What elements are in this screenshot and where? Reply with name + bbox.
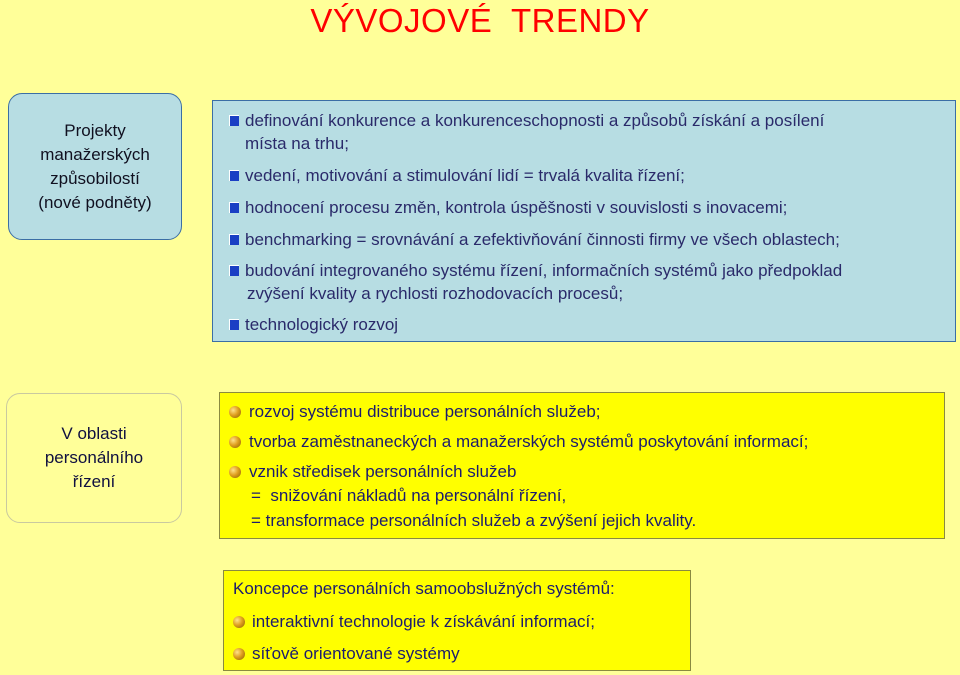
- list-item: [229, 164, 685, 187]
- list-item-text: místa na trhu;: [245, 134, 349, 153]
- list-item: [229, 109, 824, 155]
- ball-bullet-icon: [233, 648, 245, 660]
- box-heading: Koncepce personálních samoobslužných systémů:: [233, 579, 615, 598]
- square-bullet-icon: [229, 170, 239, 181]
- list-item-text: vznik středisek personálních služeb: [249, 462, 517, 481]
- list-item-text: definování konkurence a konkurenceschopnosti a způsobů získání a posílení: [245, 111, 825, 130]
- sub-line-text: = transformace personálních služeb a zvýšení jejich kvality.: [251, 511, 697, 530]
- square-bullet-icon: [229, 319, 239, 330]
- section-label-projekty: [8, 93, 182, 240]
- list-item-text: hodnocení procesu změn, kontrola úspěšnosti v souvislosti s inovacemi;: [245, 198, 788, 217]
- list-item: [229, 196, 787, 219]
- ball-bullet-icon: [229, 466, 241, 478]
- label-line: (nové podněty): [38, 192, 152, 212]
- personnel-list-box: [219, 392, 945, 539]
- square-bullet-icon: [229, 265, 239, 276]
- ball-bullet-icon: [229, 406, 241, 418]
- list-item-text: zvýšení kvality a rychlosti rozhodovacích procesů;: [247, 284, 624, 303]
- list-item-text: budování integrovaného systému řízení, informačních systémů jako předpoklad: [245, 261, 843, 280]
- self-service-box: [223, 570, 691, 671]
- list-item-text: síťově orientované systémy: [252, 644, 460, 663]
- list-item-text: vedení, motivování a stimulování lidí = trvalá kvalita řízení;: [245, 166, 685, 185]
- label-line: způsobilostí: [50, 168, 140, 188]
- list-item-text: interaktivní technologie k získávání informací;: [252, 612, 595, 631]
- trends-list-box: [212, 100, 956, 342]
- label-line: personálního: [44, 448, 144, 467]
- section-label-personalni: [6, 393, 182, 523]
- square-bullet-icon: [229, 115, 239, 126]
- list-item: [229, 259, 842, 305]
- ball-bullet-icon: [233, 616, 245, 628]
- label-line: V oblasti: [61, 424, 127, 443]
- list-item-text: tvorba zaměstnaneckých a manažerských systémů poskytování informací;: [249, 432, 809, 451]
- list-item: [229, 313, 398, 336]
- label-line: Projekty: [64, 120, 126, 140]
- page-title: VÝVOJOVÉ TRENDY: [310, 2, 650, 39]
- list-item-text: rozvoj systému distribuce personálních služeb;: [249, 402, 601, 421]
- label-line: řízení: [72, 472, 116, 491]
- square-bullet-icon: [229, 234, 239, 245]
- list-item: [229, 228, 840, 251]
- list-item-text: technologický rozvoj: [245, 315, 399, 334]
- label-line: manažerských: [40, 144, 150, 164]
- square-bullet-icon: [229, 202, 239, 213]
- list-item-text: benchmarking = srovnávání a zefektivňování činnosti firmy ve všech oblastech;: [245, 230, 840, 249]
- ball-bullet-icon: [229, 436, 241, 448]
- sub-line-text: = snižování nákladů na personální řízení,: [251, 486, 567, 505]
